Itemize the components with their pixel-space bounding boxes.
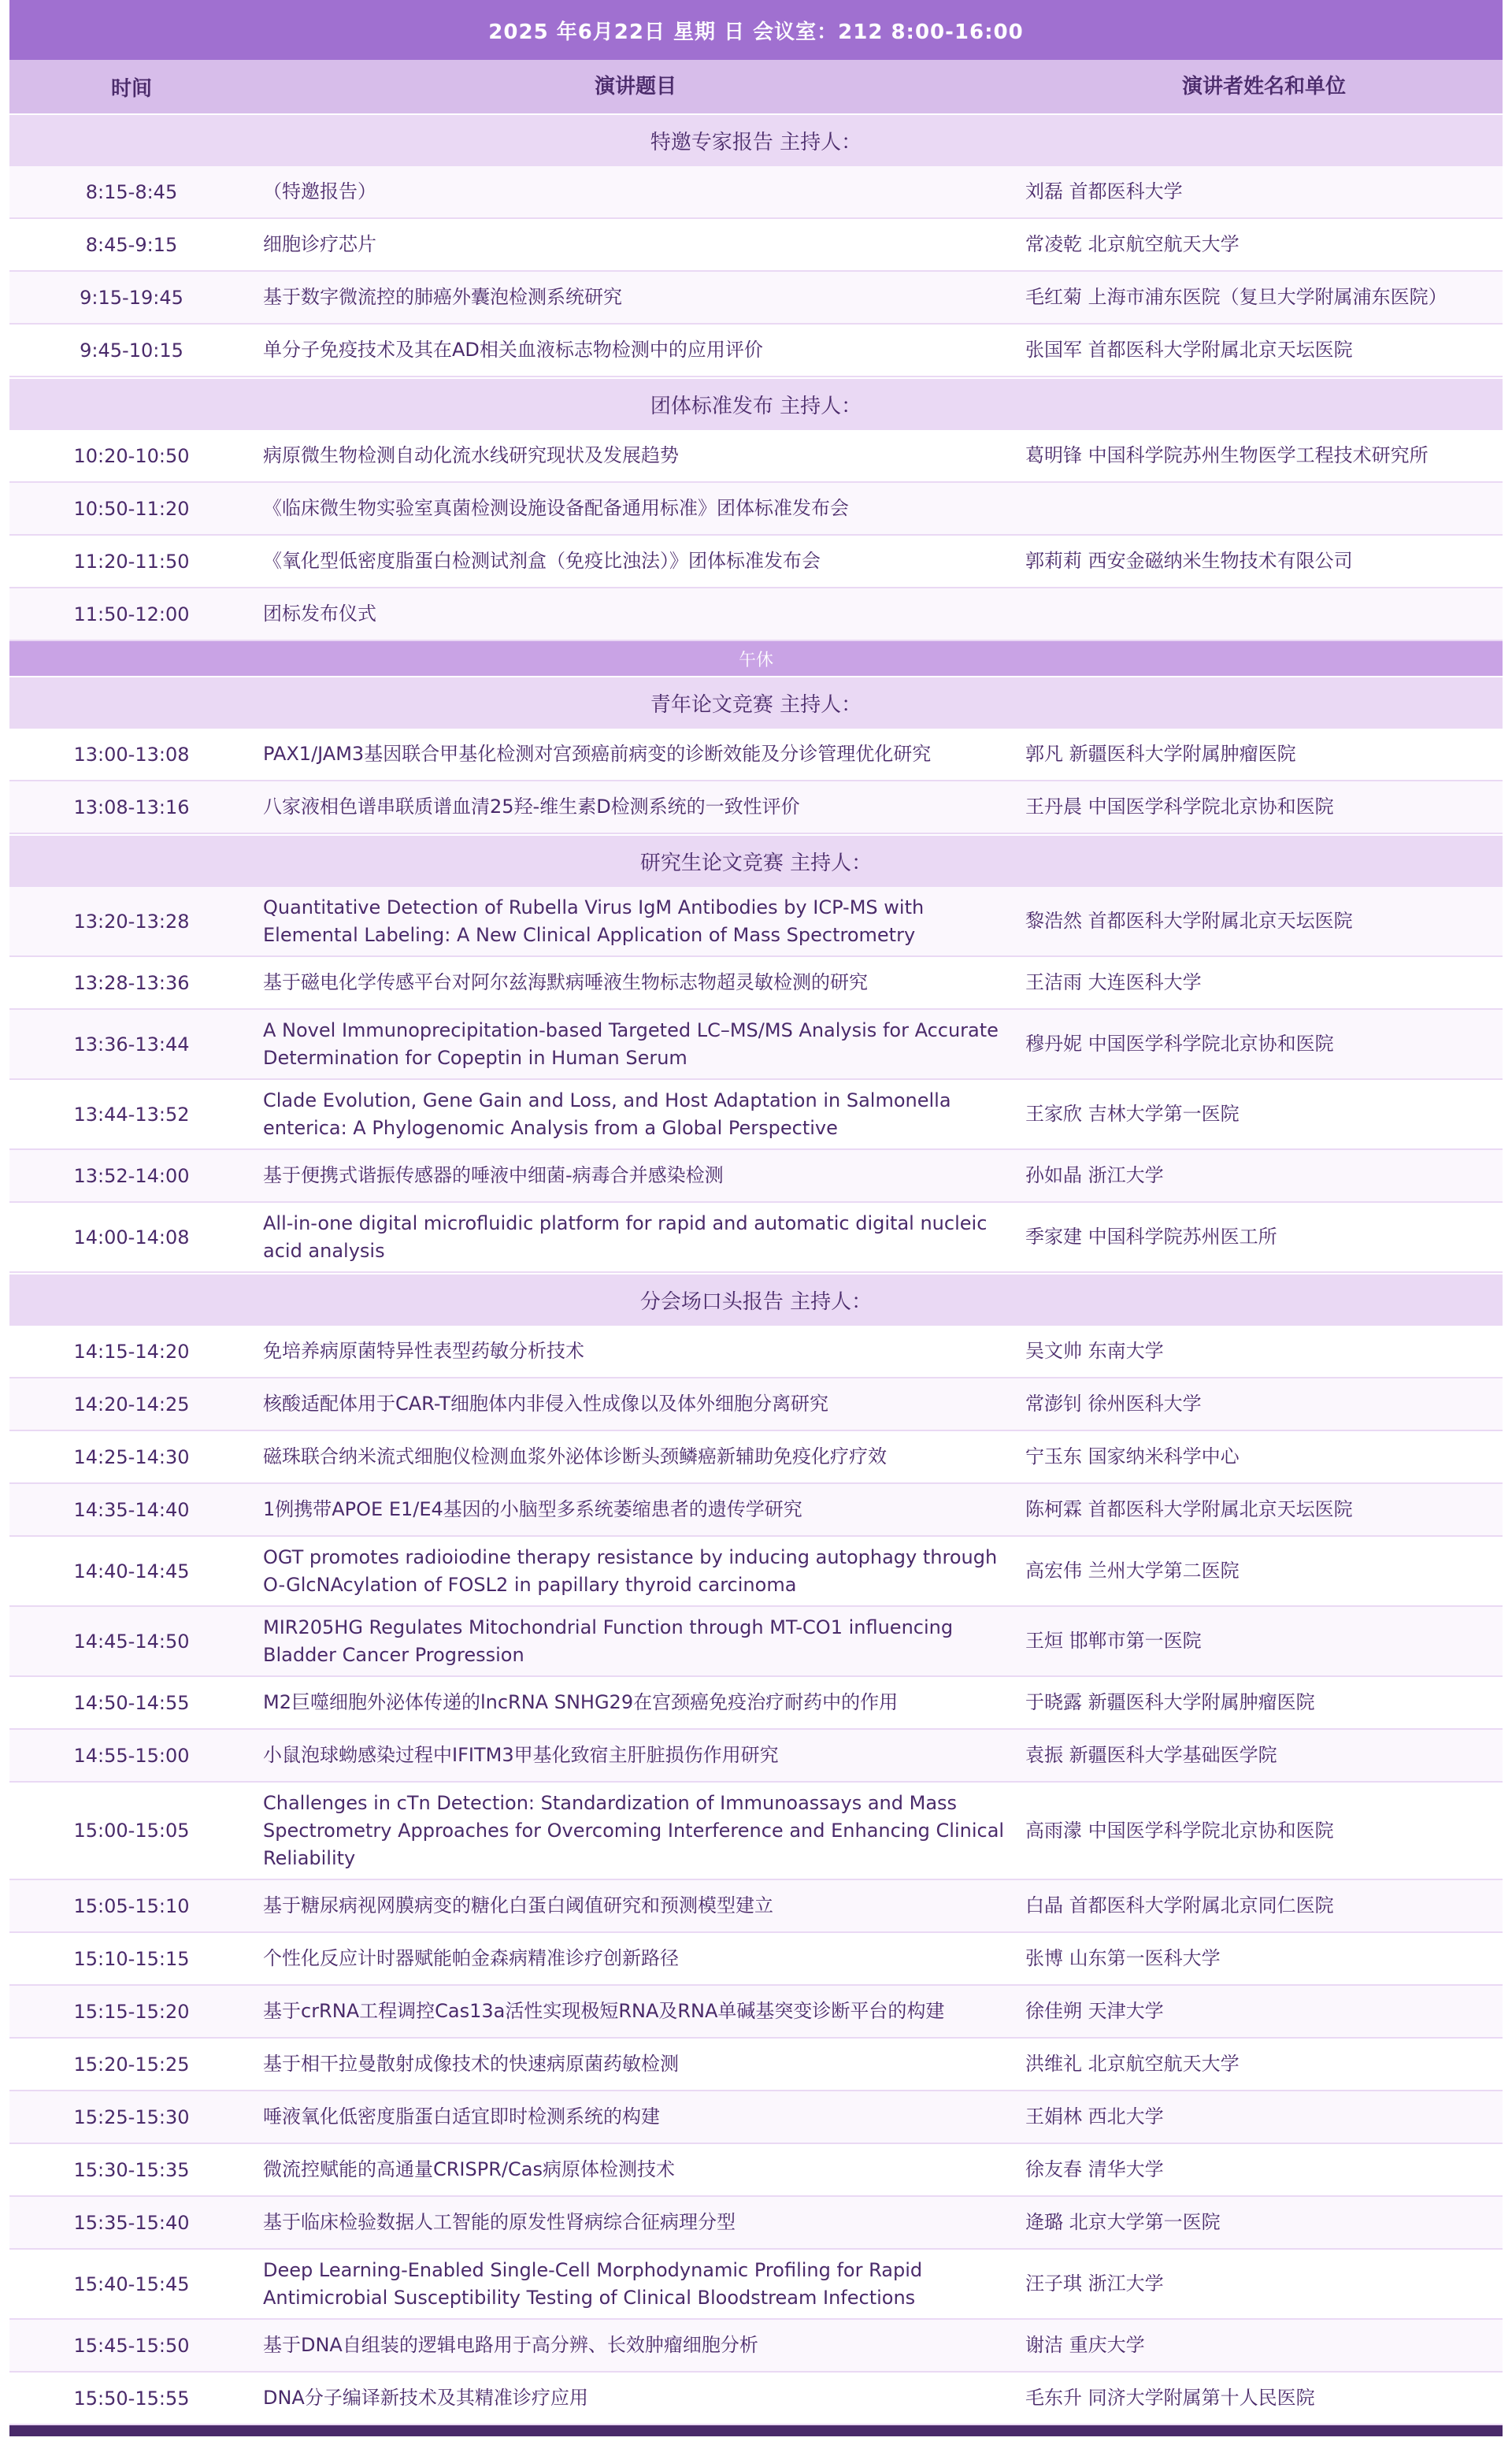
speaker-cell: 高雨濛 中国医学科学院北京协和医院 bbox=[1025, 1819, 1334, 1842]
time-cell: 11:50-12:00 bbox=[73, 603, 190, 625]
speaker-cell: 王洁雨 大连医科大学 bbox=[1025, 971, 1202, 993]
table-row bbox=[9, 1880, 1503, 1933]
topic-cell: Challenges in cTn Detection: Standardization of Immunoassays and Mass Spectrometry Approaches for Overcoming Interference and Enhancing Clinical Reliability bbox=[263, 1791, 1005, 1869]
topic-cell: 小鼠泡球蚴感染过程中IFITM3甲基化致宿主肝脏损伤作用研究 bbox=[263, 1744, 779, 1766]
speaker-cell: 张国军 首都医科大学附属北京天坛医院 bbox=[1025, 339, 1353, 361]
time-cell: 14:15-14:20 bbox=[73, 1340, 190, 1363]
table-row bbox=[9, 781, 1503, 834]
topic-cell: 1例携带APOE E1/E4基因的小脑型多系统萎缩患者的遗传学研究 bbox=[263, 1498, 802, 1520]
speaker-cell: 常澎钊 徐州医科大学 bbox=[1025, 1393, 1202, 1415]
time-cell: 13:44-13:52 bbox=[73, 1103, 190, 1126]
time-cell: 15:00-15:05 bbox=[73, 1820, 190, 1842]
speaker-cell: 汪子琪 浙江大学 bbox=[1025, 2272, 1164, 2295]
table-row bbox=[9, 1080, 1503, 1150]
topic-cell: All-in-one digital microfluidic platform for rapid and automatic digital nucleic acid analysis bbox=[263, 1211, 988, 1262]
time-cell: 9:15-19:45 bbox=[80, 286, 183, 309]
speaker-cell: 黎浩然 首都医科大学附属北京天坛医院 bbox=[1025, 910, 1353, 932]
schedule-rows bbox=[9, 113, 1503, 2425]
topic-cell: （特邀报告） bbox=[263, 180, 376, 202]
table-row bbox=[9, 1730, 1503, 1783]
speaker-cell: 葛明锋 中国科学院苏州生物医学工程技术研究所 bbox=[1025, 444, 1429, 466]
section-title: 研究生论文竞赛 主持人： bbox=[639, 851, 873, 875]
time-cell: 15:40-15:45 bbox=[73, 2272, 190, 2295]
section-title: 青年论文竞赛 主持人： bbox=[650, 693, 862, 717]
table-row bbox=[9, 1150, 1503, 1203]
table-row bbox=[9, 430, 1503, 483]
table-row bbox=[9, 1986, 1503, 2039]
speaker-cell: 袁振 新疆医科大学基础医学院 bbox=[1025, 1744, 1277, 1766]
topic-cell: Deep Learning-Enabled Single-Cell Morphodynamic Profiling for Rapid Antimicrobial Susceptibility Testing of Clinical Bloodstream Infections bbox=[263, 2258, 923, 2309]
speaker-cell: 徐佳朔 天津大学 bbox=[1025, 2000, 1164, 2022]
topic-cell: Clade Evolution, Gene Gain and Loss, and Host Adaptation in Salmonella enterica: A Phylogenomic Analysis from a Global Perspective bbox=[263, 1089, 951, 1139]
time-cell: 15:10-15:15 bbox=[73, 1947, 190, 1970]
speaker-cell: 吴文帅 东南大学 bbox=[1025, 1340, 1164, 1362]
time-cell: 15:30-15:35 bbox=[73, 2158, 190, 2181]
header-time: 时间 bbox=[110, 76, 152, 101]
header-topic: 演讲题目 bbox=[594, 74, 676, 98]
table-row bbox=[9, 1378, 1503, 1431]
table-row bbox=[9, 166, 1503, 219]
topic-cell: MIR205HG Regulates Mitochondrial Function through MT-CO1 influencing Bladder Cancer Progression bbox=[263, 1616, 954, 1666]
table-row bbox=[9, 1933, 1503, 1986]
topic-cell: 基于糖尿病视网膜病变的糖化白蛋白阈值研究和预测模型建立 bbox=[263, 1894, 773, 1916]
time-cell: 8:15-8:45 bbox=[85, 180, 178, 203]
topic-cell: 基于磁电化学传感平台对阿尔兹海默病唾液生物标志物超灵敏检测的研究 bbox=[263, 971, 868, 993]
table-row bbox=[9, 957, 1503, 1010]
speaker-cell: 高宏伟 兰州大学第二医院 bbox=[1025, 1560, 1240, 1582]
topic-cell: M2巨噬细胞外泌体传递的lncRNA SNHG29在宫颈癌免疫治疗耐药中的作用 bbox=[263, 1691, 899, 1713]
table-row bbox=[9, 483, 1503, 536]
table-row bbox=[9, 219, 1503, 272]
time-cell: 10:20-10:50 bbox=[73, 444, 190, 467]
section-header bbox=[9, 676, 1503, 729]
section-title: 团体标准发布 主持人： bbox=[650, 395, 862, 418]
topic-cell: A Novel Immunoprecipitation-based Targeted LC–MS/MS Analysis for Accurate Determination for Copeptin in Human Serum bbox=[263, 1018, 999, 1069]
time-cell: 15:25-15:30 bbox=[73, 2106, 190, 2128]
time-cell: 14:00-14:08 bbox=[73, 1226, 190, 1248]
time-cell: 13:20-13:28 bbox=[73, 910, 190, 933]
time-cell: 14:25-14:30 bbox=[73, 1445, 190, 1468]
time-cell: 15:20-15:25 bbox=[73, 2053, 190, 2076]
schedule-table bbox=[9, 0, 1503, 2436]
speaker-cell: 陈柯霖 首都医科大学附属北京天坛医院 bbox=[1025, 1498, 1353, 1520]
speaker-cell: 徐友春 清华大学 bbox=[1025, 2158, 1164, 2180]
topic-cell: 基于临床检验数据人工智能的原发性肾病综合征病理分型 bbox=[263, 2211, 736, 2233]
time-cell: 13:00-13:08 bbox=[73, 743, 190, 766]
table-row bbox=[9, 1431, 1503, 1484]
table-row bbox=[9, 588, 1503, 641]
topic-cell: 八家液相色谱串联质谱血清25羟-维生素D检测系统的一致性评价 bbox=[263, 796, 800, 818]
table-row bbox=[9, 1203, 1503, 1273]
speaker-cell: 逄璐 北京大学第一医院 bbox=[1025, 2211, 1221, 2233]
time-cell: 13:52-14:00 bbox=[73, 1164, 190, 1187]
time-cell: 14:45-14:50 bbox=[73, 1630, 190, 1653]
break-label: 午休 bbox=[738, 650, 773, 670]
session-title bbox=[9, 0, 1503, 60]
speaker-cell: 王丹晨 中国医学科学院北京协和医院 bbox=[1025, 796, 1334, 818]
speaker-cell: 张博 山东第一医科大学 bbox=[1025, 1947, 1221, 1969]
speaker-cell: 毛东升 同济大学附属第十人民医院 bbox=[1025, 2387, 1315, 2409]
table-row bbox=[9, 2250, 1503, 2320]
column-header-row bbox=[9, 60, 1503, 113]
time-cell: 13:28-13:36 bbox=[73, 971, 190, 994]
topic-cell: PAX1/JAM3基因联合甲基化检测对宫颈癌前病变的诊断效能及分诊管理优化研究 bbox=[263, 743, 932, 765]
table-row bbox=[9, 1326, 1503, 1378]
section-title: 分会场口头报告 主持人： bbox=[639, 1290, 873, 1314]
table-row bbox=[9, 325, 1503, 377]
time-cell: 15:45-15:50 bbox=[73, 2334, 190, 2357]
time-cell: 15:50-15:55 bbox=[73, 2387, 190, 2410]
table-row bbox=[9, 1607, 1503, 1677]
topic-cell: 基于数字微流控的肺癌外囊泡检测系统研究 bbox=[263, 286, 622, 308]
time-cell: 14:20-14:25 bbox=[73, 1393, 190, 1415]
topic-cell: 免培养病原菌特异性表型药敏分析技术 bbox=[263, 1340, 584, 1362]
time-cell: 13:08-13:16 bbox=[73, 796, 190, 818]
time-cell: 15:15-15:20 bbox=[73, 2000, 190, 2023]
topic-cell: 核酸适配体用于CAR-T细胞体内非侵入性成像以及体外细胞分离研究 bbox=[263, 1393, 828, 1415]
table-row bbox=[9, 272, 1503, 325]
table-row bbox=[9, 1677, 1503, 1730]
speaker-cell bbox=[1025, 588, 1503, 640]
topic-cell: OGT promotes radioiodine therapy resistance by inducing autophagy through O-GlcNAcylation of FOSL2 in papillary thyroid carcinoma bbox=[263, 1545, 998, 1596]
speaker-cell: 季家建 中国科学院苏州医工所 bbox=[1025, 1226, 1277, 1248]
section-header bbox=[9, 834, 1503, 887]
table-row bbox=[9, 2197, 1503, 2250]
table-row bbox=[9, 1484, 1503, 1537]
time-cell: 14:55-15:00 bbox=[73, 1744, 190, 1767]
speaker-cell: 王烜 邯郸市第一医院 bbox=[1025, 1630, 1202, 1652]
table-row bbox=[9, 1537, 1503, 1607]
table-row bbox=[9, 2091, 1503, 2144]
time-cell: 15:05-15:10 bbox=[73, 1894, 190, 1917]
speaker-cell: 宁玉东 国家纳米科学中心 bbox=[1025, 1445, 1240, 1467]
header-speaker: 演讲者姓名和单位 bbox=[1181, 74, 1346, 98]
speaker-cell: 常凌乾 北京航空航天大学 bbox=[1025, 233, 1240, 255]
speaker-cell: 白晶 首都医科大学附属北京同仁医院 bbox=[1025, 1894, 1334, 1916]
speaker-cell: 孙如晶 浙江大学 bbox=[1025, 1164, 1164, 1186]
time-cell: 14:35-14:40 bbox=[73, 1498, 190, 1521]
speaker-cell: 洪维礼 北京航空航天大学 bbox=[1025, 2053, 1240, 2075]
time-cell: 13:36-13:44 bbox=[73, 1033, 190, 1056]
time-cell: 14:40-14:45 bbox=[73, 1560, 190, 1582]
topic-cell: 基于crRNA工程调控Cas13a活性实现极短RNA及RNA单碱基突变诊断平台的构建 bbox=[263, 2000, 945, 2022]
table-row bbox=[9, 536, 1503, 588]
topic-cell: 微流控赋能的高通量CRISPR/Cas病原体检测技术 bbox=[263, 2158, 675, 2180]
table-row bbox=[9, 2144, 1503, 2197]
section-header bbox=[9, 1273, 1503, 1326]
time-cell: 10:50-11:20 bbox=[73, 497, 190, 520]
table-row bbox=[9, 729, 1503, 781]
speaker-cell: 谢洁 重庆大学 bbox=[1025, 2334, 1145, 2356]
table-row bbox=[9, 2039, 1503, 2091]
time-cell: 14:50-14:55 bbox=[73, 1691, 190, 1714]
time-cell: 15:35-15:40 bbox=[73, 2211, 190, 2234]
topic-cell: Quantitative Detection of Rubella Virus IgM Antibodies by ICP-MS with Elemental Labeling: A New Clinical Application of Mass Spectrometry bbox=[263, 896, 925, 946]
table-row bbox=[9, 2320, 1503, 2373]
topic-cell: 细胞诊疗芯片 bbox=[263, 233, 376, 255]
time-cell: 11:20-11:50 bbox=[73, 550, 190, 573]
section-title: 特邀专家报告 主持人： bbox=[650, 131, 862, 154]
speaker-cell: 王娟林 西北大学 bbox=[1025, 2106, 1164, 2128]
topic-cell: 唾液氧化低密度脂蛋白适宜即时检测系统的构建 bbox=[263, 2106, 660, 2128]
speaker-cell: 郭莉莉 西安金磁纳米生物技术有限公司 bbox=[1025, 550, 1353, 572]
table-row bbox=[9, 1010, 1503, 1080]
topic-cell: 个性化反应计时器赋能帕金森病精准诊疗创新路径 bbox=[263, 1947, 679, 1969]
bottom-bar bbox=[9, 2425, 1503, 2436]
lunch-break-row bbox=[9, 641, 1503, 676]
topic-cell: 基于便携式谐振传感器的唾液中细菌-病毒合并感染检测 bbox=[263, 1164, 724, 1186]
topic-cell: 单分子免疫技术及其在AD相关血液标志物检测中的应用评价 bbox=[263, 339, 763, 361]
speaker-cell: 刘磊 首都医科大学 bbox=[1025, 180, 1183, 202]
speaker-cell: 穆丹妮 中国医学科学院北京协和医院 bbox=[1025, 1033, 1334, 1055]
topic-cell: 磁珠联合纳米流式细胞仪检测血浆外泌体诊断头颈鳞癌新辅助免疫化疗疗效 bbox=[263, 1445, 887, 1467]
speaker-cell: 王家欣 吉林大学第一医院 bbox=[1025, 1103, 1240, 1125]
topic-cell: DNA分子编译新技术及其精准诊疗应用 bbox=[263, 2387, 588, 2409]
topic-cell: 《氧化型低密度脂蛋白检测试剂盒（免疫比浊法）》团体标准发布会 bbox=[263, 550, 821, 572]
topic-cell: 团标发布仪式 bbox=[263, 603, 376, 625]
table-row bbox=[9, 2373, 1503, 2425]
speaker-cell: 郭凡 新疆医科大学附属肿瘤医院 bbox=[1025, 743, 1296, 765]
speaker-cell: 毛红菊 上海市浦东医院（复旦大学附属浦东医院） bbox=[1025, 286, 1447, 308]
speaker-cell bbox=[1025, 483, 1503, 534]
session-title-text: 2025 年6月22日 星期 日 会议室：212 8:00-16:00 bbox=[488, 20, 1024, 44]
table-row bbox=[9, 887, 1503, 957]
section-header bbox=[9, 377, 1503, 430]
time-cell: 8:45-9:15 bbox=[85, 233, 178, 256]
section-header bbox=[9, 113, 1503, 166]
topic-cell: 《临床微生物实验室真菌检测设施设备配备通用标准》团体标准发布会 bbox=[263, 497, 849, 519]
topic-cell: 基于相干拉曼散射成像技术的快速病原菌药敏检测 bbox=[263, 2053, 679, 2075]
time-cell: 9:45-10:15 bbox=[80, 339, 183, 362]
speaker-cell: 于晓露 新疆医科大学附属肿瘤医院 bbox=[1025, 1691, 1315, 1713]
table-row bbox=[9, 1783, 1503, 1880]
topic-cell: 病原微生物检测自动化流水线研究现状及发展趋势 bbox=[263, 444, 679, 466]
topic-cell: 基于DNA自组装的逻辑电路用于高分辨、长效肿瘤细胞分析 bbox=[263, 2334, 758, 2356]
